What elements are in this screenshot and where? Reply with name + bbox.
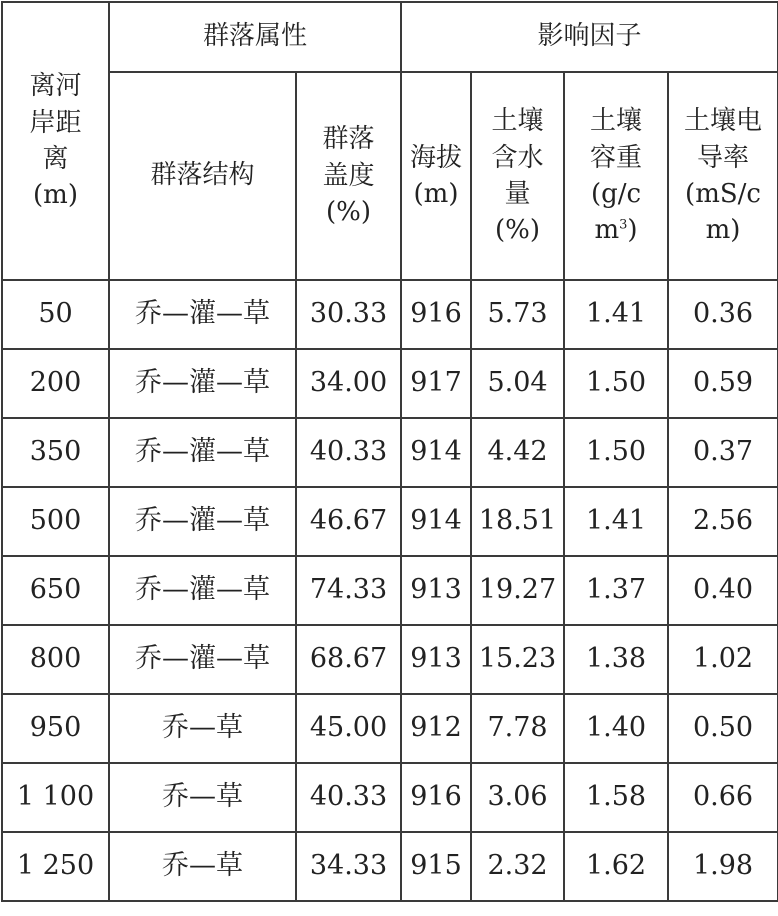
cell-altitude: 913 <box>401 556 471 625</box>
cell-distance: 200 <box>2 349 109 418</box>
cell-distance: 650 <box>2 556 109 625</box>
cell-distance: 800 <box>2 625 109 694</box>
cell-coverage: 34.33 <box>296 832 401 901</box>
cell-structure: 乔—草 <box>109 832 296 901</box>
cell-coverage: 30.33 <box>296 280 401 349</box>
cell-conductivity: 2.56 <box>668 487 778 556</box>
cell-conductivity: 0.36 <box>668 280 778 349</box>
cell-conductivity: 0.50 <box>668 694 778 763</box>
cell-bulk-density: 1.50 <box>564 349 668 418</box>
cell-structure: 乔—灌—草 <box>109 556 296 625</box>
header-distance: 离河岸距离(m) <box>2 2 109 280</box>
header-row-top <box>2 2 778 72</box>
cell-bulk-density: 1.58 <box>564 763 668 832</box>
cell-structure: 乔—灌—草 <box>109 349 296 418</box>
cell-distance: 500 <box>2 487 109 556</box>
cell-coverage: 46.67 <box>296 487 401 556</box>
cell-moisture: 2.32 <box>471 832 564 901</box>
cell-distance: 950 <box>2 694 109 763</box>
cell-distance: 1 250 <box>2 832 109 901</box>
cell-bulk-density: 1.50 <box>564 418 668 487</box>
cell-bulk-density: 1.37 <box>564 556 668 625</box>
cell-moisture: 7.78 <box>471 694 564 763</box>
cell-bulk-density: 1.40 <box>564 694 668 763</box>
cell-distance: 350 <box>2 418 109 487</box>
table-row <box>2 349 778 418</box>
cell-altitude: 916 <box>401 280 471 349</box>
cell-altitude: 916 <box>401 763 471 832</box>
table-row <box>2 487 778 556</box>
header-coverage: 群落盖度(%) <box>296 72 401 280</box>
header-row-sub <box>2 72 778 280</box>
cell-altitude: 915 <box>401 832 471 901</box>
cell-altitude: 912 <box>401 694 471 763</box>
cell-conductivity: 1.98 <box>668 832 778 901</box>
cell-structure: 乔—灌—草 <box>109 280 296 349</box>
table-row <box>2 625 778 694</box>
cell-distance: 50 <box>2 280 109 349</box>
table-row <box>2 694 778 763</box>
cell-moisture: 5.04 <box>471 349 564 418</box>
cell-structure: 乔—灌—草 <box>109 418 296 487</box>
cell-altitude: 913 <box>401 625 471 694</box>
header-community-attributes: 群落属性 <box>109 2 401 72</box>
cell-conductivity: 0.37 <box>668 418 778 487</box>
header-bulk-density: 土壤容重$(g/cm^3)$ <box>564 72 668 280</box>
cell-moisture: 18.51 <box>471 487 564 556</box>
cell-conductivity: 0.40 <box>668 556 778 625</box>
data-table <box>1 1 778 902</box>
cell-coverage: 68.67 <box>296 625 401 694</box>
cell-altitude: 914 <box>401 487 471 556</box>
cell-coverage: 40.33 <box>296 418 401 487</box>
table-row <box>2 418 778 487</box>
cell-structure: 乔—灌—草 <box>109 487 296 556</box>
cell-conductivity: 0.59 <box>668 349 778 418</box>
cell-coverage: 34.00 <box>296 349 401 418</box>
cell-conductivity: 0.66 <box>668 763 778 832</box>
header-conductivity: 土壤电导率(mS/cm) <box>668 72 778 280</box>
cell-conductivity: 1.02 <box>668 625 778 694</box>
table-row <box>2 280 778 349</box>
cell-coverage: 74.33 <box>296 556 401 625</box>
cell-distance: 1 100 <box>2 763 109 832</box>
cell-moisture: 5.73 <box>471 280 564 349</box>
cell-bulk-density: 1.62 <box>564 832 668 901</box>
cell-bulk-density: 1.38 <box>564 625 668 694</box>
cell-bulk-density: 1.41 <box>564 280 668 349</box>
cell-moisture: 15.23 <box>471 625 564 694</box>
cell-bulk-density: 1.41 <box>564 487 668 556</box>
cell-structure: 乔—灌—草 <box>109 625 296 694</box>
cell-moisture: 19.27 <box>471 556 564 625</box>
cell-coverage: 40.33 <box>296 763 401 832</box>
table-row <box>2 832 778 901</box>
cell-altitude: 917 <box>401 349 471 418</box>
cell-moisture: 4.42 <box>471 418 564 487</box>
cell-coverage: 45.00 <box>296 694 401 763</box>
table-row <box>2 763 778 832</box>
table-row <box>2 556 778 625</box>
cell-altitude: 914 <box>401 418 471 487</box>
header-altitude: 海拔(m) <box>401 72 471 280</box>
header-influence-factors: 影响因子 <box>401 2 778 72</box>
cell-structure: 乔—草 <box>109 763 296 832</box>
header-structure: 群落结构 <box>109 72 296 280</box>
cell-moisture: 3.06 <box>471 763 564 832</box>
header-moisture: 土壤含水量(%) <box>471 72 564 280</box>
cell-structure: 乔—草 <box>109 694 296 763</box>
